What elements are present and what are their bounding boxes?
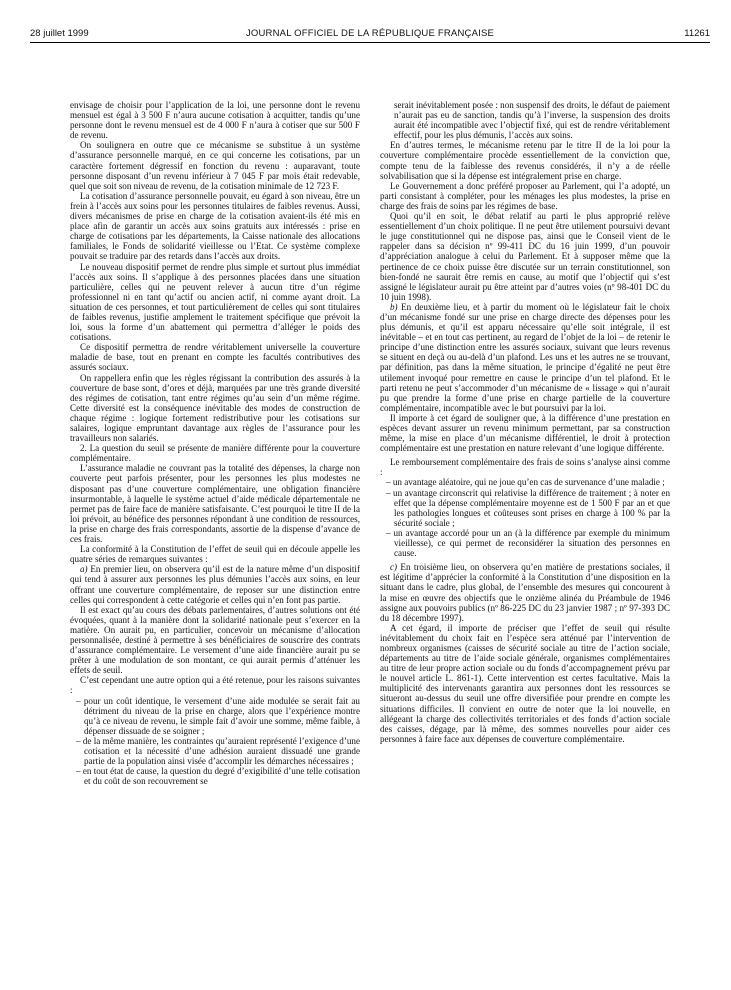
paragraph: Quoi qu’il en soit, le débat relatif au parti le plus approprié relève essentiellement d’un choix politique. Il ne peut être utilement poursuivi devant le juge constitutionnel qui ne dispose pas, ainsi que le Conseil vient de le rappeler dans sa décision nº 99-411 DC du 16 juin 1999, d’un pouvoir d’appréciation analogue à celui du Parlement. Et à supposer même que la pertinence de ce choix puisse être discutée sur un terrain constitutionnel, son bien-fondé ne saurait être remis en cause, au motif que l’objectif qui s’est assigné le législateur aurait pu être atteint par d’autres voies (nº 98-401 DC du 10 juin 1998).: [380, 211, 670, 302]
list-marker: a): [80, 564, 88, 575]
paragraph: Le Gouvernement a donc préféré proposer au Parlement, qui l’a adopté, un parti consistant à compléter, pour les ménages les plus modestes, la prise en charge des frais de soins par les régimes de base.: [380, 180, 670, 211]
paragraph: C’est cependant une autre option qui a été retenue, pour les raisons suivantes :: [70, 675, 360, 696]
page-header: [30, 24, 710, 42]
header-journal-title: JOURNAL OFFICIEL DE LA RÉPUBLIQUE FRANÇAISE: [245, 28, 495, 39]
paragraph: serait inévitablement posée : non suspensif des droits, le défaut de paiement n’aurait pas eu de sanction, tandis qu’à l’inverse, la suspension des droits aurait été incompatible avec l’objectif fixé, qui est de rendre véritablement effectif, pour les plus démunis, l’accès aux soins.: [394, 100, 670, 141]
header-date: 28 juillet 1999: [30, 28, 89, 39]
list-item: – de la même manière, les contraintes qu’auraient représenté l’exigence d’une cotisation et la nécessité d’une adhésion auraient dissuadé une grande partie de la population ainsi visée d’accomplir les démarches nécessaires ;: [70, 736, 360, 766]
paragraph-a: [70, 564, 360, 604]
list-item: – un avantage accordé pour un an (à la différence par exemple du minimum vieillesse), ce qui permet de reconsidérer la situation des personnes en cause.: [380, 528, 670, 558]
paragraph: Le remboursement complémentaire des frais de soins s’analyse ainsi comme :: [380, 457, 670, 478]
paragraph: En d’autres termes, le mécanisme retenu par le titre II de la loi pour la couverture complémentaire procède essentiellement de la conviction que, compte tenu de la faiblesse des revenus considérés, il n’y a de réelle solvabilisation que si la dépense est intégralement prise en charge.: [380, 140, 670, 181]
bullet-list: [70, 696, 360, 787]
paragraph: La cotisation d’assurance personnelle pouvait, eu égard à son niveau, être un frein à l’accès aux soins pour les personnes titulaires de faibles revenus. Aussi, divers mécanismes de prise en charge de la cotisation avaient-ils été mis en place afin de garantir un accès aux soins gratuits aux intéressés : prise en charge de cotisations par les départements, la Caisse nationale des allocations familiales, le Fonds de solidarité vieillesse ou l’Etat. Ce système complexe pouvait se traduire par des retards dans l’accès aux droits.: [70, 190, 360, 262]
header-page-number: 11261: [684, 28, 710, 39]
paragraph: La conformité à la Constitution de l’effet de seuil qui en découle appelle les quatre séries de remarques suivantes :: [70, 544, 360, 565]
paragraph-text: En premier lieu, on observera qu’il est de la nature même d’un dispositif qui tend à assurer aux personnes les plus démunies l’accès aux soins, en leur offrant une couverture complémentaire, de reposer sur une distinction entre celles qui correspondent à cette catégorie et celles qui n’en font pas partie.: [70, 564, 360, 605]
paragraph: On rappellera enfin que les règles régissant la contribution des assurés à la couverture de base sont, d’ores et déjà, marquées par une très grande diversité des régimes de cotisation, tant entre régimes qu’au sein d’un même régime. Cette diversité est la conséquence inévitable des modes de construction de chaque régime : logique fortement redistributive pour les cotisations sur salaires, logique empruntant davantage aux règles de l’assurance pour les travailleurs non salariés.: [70, 372, 360, 444]
paragraph-b: [380, 302, 670, 413]
paragraph: L’assurance maladie ne couvrant pas la totalité des dépenses, la charge non couverte peut parfois présenter, pour les personnes les plus modestes ne disposant pas d’une couverture complémentaire, une obligation financière insurmontable, à laquelle le système actuel d’aide médicale départementale ne permet pas de faire face de manière satisfaisante. C’est pourquoi le titre II de la loi prévoit, au bénéfice des personnes répondant à une condition de ressources, la prise en charge des frais correspondants, assortie de la dispense d’avance de ces frais.: [70, 463, 360, 545]
header-rule: [30, 42, 710, 43]
paragraph: Le nouveau dispositif permet de rendre plus simple et surtout plus immédiat l’accès aux soins. Il s’applique à des personnes placées dans une situation particulière, celles qui ne peuvent relever à aucun titre d’un régime professionnel ni en tant qu’actif ou ancien actif, ni comme ayant droit. La situation de ces personnes, et tout particulièrement de celles qui sont titulaires de faibles revenus, justifie amplement le traitement spécifique que prévoit la loi, sous la forme d’un abattement qui permettra d’alléger le poids des cotisations.: [70, 261, 360, 343]
list-item: – pour un coût identique, le versement d’une aide modulée se serait fait au détriment du niveau de la prise en charge, alors que l’expérience montre qu’à ce niveau de revenu, le simple fait d’avoir une somme, même faible, à dépenser dissuade de se soigner ;: [70, 696, 360, 736]
paragraph-text: En troisième lieu, on observera qu’en matière de prestations sociales, il est légitime d’apprécier la conformité à la Constitution d’une disposition en la situant dans le cadre, plus global, de l’ensemble des mesures qui concourent à la mise en œuvre des objectifs que le onzième alinéa du Préambule de 1946 assigne aux pouvoirs publics (nº 86-225 DC du 23 janvier 1987 ; nº 97-393 DC du 18 décembre 1997).: [380, 562, 670, 623]
paragraph: A cet égard, il importe de préciser que l’effet de seuil qui résulte inévitablement du choix fait en l’espèce sera atténué par l’intervention de nombreux organismes (caisses de sécurité sociale au titre de l’action sociale, départements au titre de l’aide sociale générale, organismes complémentaires au titre de leur propre action sociale ou du fonds d’accompagnement prévu par le nouvel article L. 861-1). Cette intervention est certes facultative. Mais la multiplicité des intervenants garantira aux personnes dont les ressources se situeront au-dessus du seuil une offre diversifiée pour prendre en compte les situations difficiles. Il convient en outre de noter que la loi nouvelle, en allégeant la charge des collectivités territoriales et des fonds d’action sociale des caisses, dégage, par là même, des sommes nouvelles pour aider ces personnes à faire face aux dépenses de couverture complémentaire.: [380, 622, 670, 744]
list-marker: b): [390, 301, 398, 312]
paragraph-text: En deuxième lieu, et à partir du moment où le législateur fait le choix d’un mécanisme fondé sur une prise en charge directe des dépenses pour les plus démunis, et qu’il est apparu nécessaire qu’elle soit intégrale, il est inévitable – et en tout cas pertinent, au regard de l’objet de la loi – de retenir le principe d’une distinction entre les assurés sociaux, suivant que leurs revenus se situent en deçà ou au-delà d’un plafond. Les uns et les autres ne se trouvant, par définition, pas dans la même situation, le principe d’égalité ne peut être utilement invoqué pour remettre en cause le principe d’un tel plafond. Et le parti retenu ne peut s’accommoder d’un mécanisme de « lissage » qui n’aurait pu que prendre la forme d’une prise en charge partielle de la couverture complémentaire, incompatible avec le but poursuivi par la loi.: [380, 301, 670, 413]
paragraph: On soulignera en outre que ce mécanisme se substitue à un système d’assurance personnelle marqué, en ce qui concerne les cotisations, par un caractère fortement dégressif en fonction du revenu : auparavant, toute personne disposant d’un revenu inférieur à 7 045 F par mois était redevable, quel que soit son niveau de revenu, de la cotisation minimale de 12 723 F.: [70, 140, 360, 191]
list-item: – en tout état de cause, la question du degré d’exigibilité d’une telle cotisation et du coût de son recouvrement se: [70, 766, 360, 786]
bullet-list: [380, 477, 670, 558]
list-item: – un avantage aléatoire, qui ne joue qu’en cas de survenance d’une maladie ;: [380, 477, 670, 487]
paragraph: Il importe à cet égard de souligner que, à la différence d’une prestation en espèces devant assurer un revenu minimum permettant, par sa construction même, la mise en place d’un mécanisme différentiel, le droit à protection complémentaire est une prestation en nature relevant d’une logique différente.: [380, 412, 670, 454]
list-marker: c): [390, 562, 398, 573]
left-column: [70, 100, 360, 786]
list-item: – un avantage circonscrit qui relativise la différence de traitement ; à noter en effet que la dépense complémentaire moyenne est de 1 500 F par an et que les pathologies longues et coûteuses sont prises en charge à 100 % par la sécurité sociale ;: [380, 488, 670, 528]
right-column: [380, 100, 670, 744]
paragraph: envisage de choisir pour l’application de la loi, une personne dont le revenu mensuel est égal à 3 500 F n’aura aucune cotisation à acquitter, tandis qu’une personne dont le revenu mensuel est de 4 000 F n’aura à cotiser que sur 500 F de revenu.: [70, 100, 360, 141]
paragraph: Ce dispositif permettra de rendre véritablement universelle la couverture maladie de base, tout en prenant en compte les facultés contributives des assurés sociaux.: [70, 342, 360, 373]
paragraph-c: [380, 562, 670, 623]
paragraph: Il est exact qu’au cours des débats parlementaires, d’autres solutions ont été évoquées, quant à la manière dont la solidarité nationale peut s’exercer en la matière. On aurait pu, en particulier, concevoir un mécanisme d’allocation personnalisée, destiné à permettre à ses bénéficiaires de souscrire des contrats d’assurance complémentaire. Le versement d’une aide financière aurait pu se prêter à une modulation de son montant, ce qui aurait permis d’atténuer les effets de seuil.: [70, 604, 360, 676]
section-paragraph: 2. La question du seuil se présente de manière différente pour la couverture complémentaire.: [70, 443, 360, 464]
